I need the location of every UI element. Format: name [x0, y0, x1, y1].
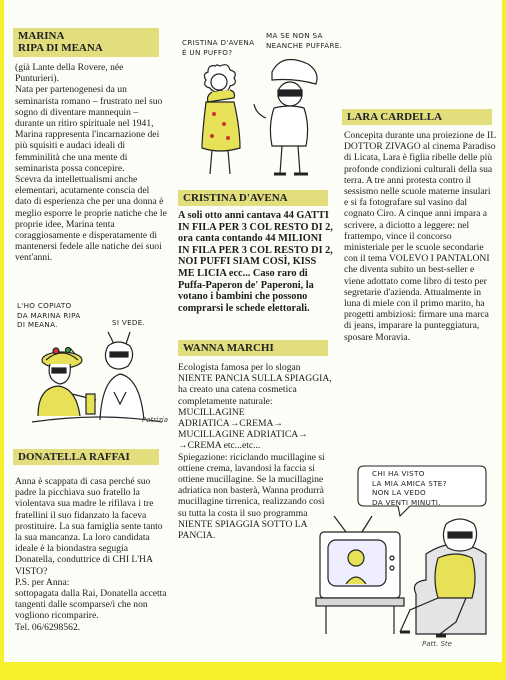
tv-cartoon-signature: Patt. Ste [422, 640, 452, 648]
lara-body: Concepita durante una proiezione de IL DOTTOR ZIVAGO al cinema Paradiso di Licata, Lara è figlia ribelle delle più profonde condizioni culturali della sua terra. A tre anni protesta contro il sessismo nelle scuole materne insulari e si fa fotografare sul vasino dal cognato Ciro. A cinque anni impara a scrivere, a diciotto a leggere: nel frattempo, vince il concorso ministeriale per le scuole secondarie con il tema VOLEVO I PANTALONI che diventa subito un best-seller e viene adottato come libro di testo per segretarie d'azienda. Attualmente in luna di miele con il primo marito, ha progetti ambiziosi: firmare una marca di jeans, imparare la punteggiatura, sposare Moravia. [344, 130, 496, 343]
wanna-body: Ecologista famosa per lo slogan NIENTE PANCIA SULLA SPIAGGIA, ha creato una catena cosmetica completamente naturale: MUCILLAGINE ADRIATICA→CREMA→ MUCILLAGINE ADRIATICA→ →CREMA etc...etc... Spiegazione: riciclando mucillagine si ottiene crema, lavandosi la faccia si ottiene mucillagine. Se la mucillagine adriatica non basterà, Wanna produrrà mucillagine tirrenica, realizzando così su tutta la costa il suo programma NIENTE SPIAGGIA SOTTO LA PANCIA. [178, 362, 332, 542]
marina-cartoon-signature: Patrizia [142, 416, 168, 424]
page-sheet [4, 0, 502, 662]
top-cartoon-illustration [182, 58, 332, 188]
marina-cartoon-caption-right: SI VEDE. [112, 318, 146, 327]
marina-body: (già Lante della Rovere, née Punturieri). Nata per partenogenesi da un seminarista romano – frustrato nel suo sogno di diventare mannequin – durante un ritiro spirituale nel 1941, Marina rappresenta l'incarnazione dei più squisiti e audaci ideali di femminilità che una mente di seminarista possa concepire. Scevra da intellettualismi anche elementari, acutamente conscia del dato di esperienza che per una donna è meglio esporre le proprie natiche che le proprie idee, Marina tenta coraggiosamente e disperatamente di mantenersi fedele alle natiche dei suoi vent'anni. [15, 62, 167, 264]
marina-heading: MARINA RIPA DI MEANA [13, 28, 159, 57]
marina-cartoon-caption-left: L'HO COPIATO DA MARINA RIPA DI MEANA. [17, 301, 81, 329]
top-cartoon-speech-left: CRISTINA D'AVENA È UN PUFFO? [182, 38, 255, 57]
donatella-body: Anna è scappata di casa perché suo padre la picchiava suo fratello la violentava sua madre le rifilava i tre fratellini il suo fidanzato la faceva prostituire. La sua famiglia sente tanto la sua mancanza. La loro candidata ideale è la biondastra segugia Donatella, conduttrice di CHI L'HA VISTO? P.S. per Anna: sottopagata dalla Rai, Donatella accetta tangenti dalle scomparse/i che non vogliono ricomparire. Tel. 06/6298562. [15, 476, 167, 633]
lara-heading: LARA CARDELLA [342, 109, 492, 125]
tv-cartoon-illustration [306, 514, 506, 644]
tv-cartoon-speech: CHI HA VISTO LA MIA AMICA STE? NON LA VEDO DA VENTI MINUTI. [372, 469, 447, 507]
donatella-heading: DONATELLA RAFFAI [13, 449, 159, 465]
cristina-heading: CRISTINA D'AVENA [178, 190, 328, 206]
top-cartoon-speech-right: MA SE NON SA NEANCHE PUFFARE. [266, 31, 343, 50]
cristina-body: A soli otto anni cantava 44 GATTI IN FILA PER 3 COL RESTO DI 2, ora canta contando 44 MILIONI IN FILA PER 3 COL RESTO DI 2, NOI PUFFI SIAM COSÌ, KISS ME LICIA ecc... Caso raro di Puffa-Paperon de' Paperoni, la votano i bambini che possono comprarsi le schede elettorali. [178, 210, 333, 314]
wanna-heading: WANNA MARCHI [178, 340, 328, 356]
marina-cartoon-illustration [12, 330, 172, 430]
